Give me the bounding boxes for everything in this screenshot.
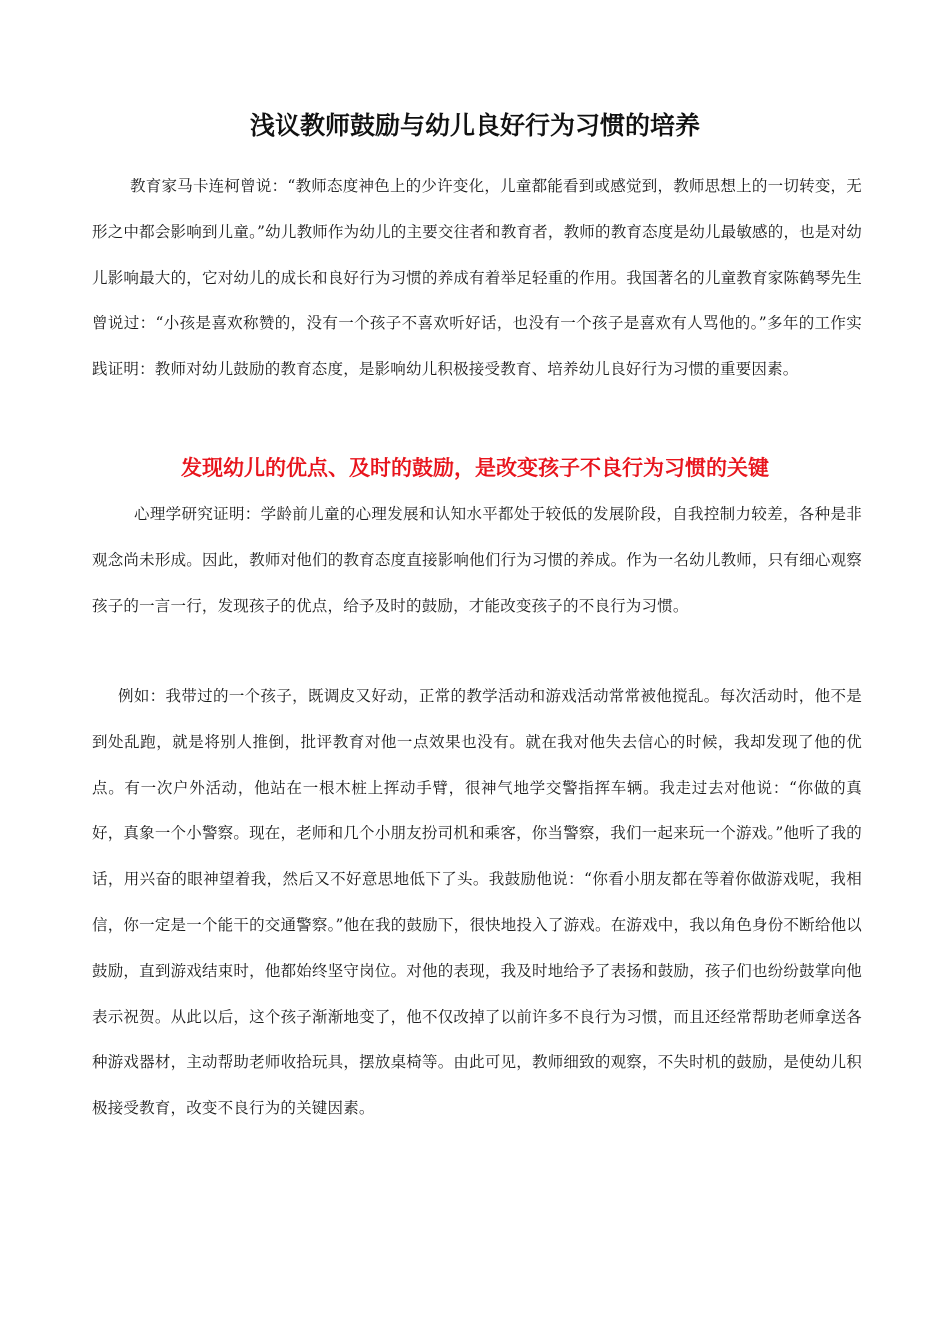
page-title: 浅议教师鼓励与幼儿良好行为习惯的培养	[249, 111, 700, 140]
section-paragraph-1: 心理学研究证明：学龄前儿童的心理发展和认知水平都处于较低的发展阶段，自我控制力较差，各种是非观念尚未形成。因此，教师对他们的教育态度直接影响他们行为习惯的养成。作为一名幼儿教师，只有细心观察孩子的一言一行，发现孩子的优点，给予及时的鼓励，才能改变孩子的不良行为习惯。	[92, 505, 862, 615]
section-heading: 发现幼儿的优点、及时的鼓励，是改变孩子不良行为习惯的关键	[181, 456, 769, 480]
intro-paragraph: 教育家马卡连柯曾说：“教师态度神色上的少许变化，儿童都能看到或感觉到，教师思想上的一切转变，无形之中都会影响到儿童。”幼儿教师作为幼儿的主要交往者和教育者，教师的教育态度是幼儿最敏感的，也是对幼儿影响最大的，它对幼儿的成长和良好行为习惯的养成有着举足轻重的作用。我国著名的儿童教育家陈鹤琴先生曾说过：“小孩是喜欢称赞的，没有一个孩子不喜欢听好话，也没有一个孩子是喜欢有人骂他的。”多年的工作实践证明：教师对幼儿鼓励的教育态度，是影响幼儿积极接受教育、培养幼儿良好行为习惯的重要因素。	[92, 177, 862, 379]
section-paragraph-2: 例如：我带过的一个孩子，既调皮又好动，正常的教学活动和游戏活动常常被他搅乱。每次活动时，他不是到处乱跑，就是将别人推倒，批评教育对他一点效果也没有。就在我对他失去信心的时候，我却发现了他的优点。有一次户外活动，他站在一根木桩上挥动手臂，很神气地学交警指挥车辆。我走过去对他说：“你做的真好，真象一个小警察。现在，老师和几个小朋友扮司机和乘客，你当警察，我们一起来玩一个游戏。”他听了我的话，用兴奋的眼神望着我，然后又不好意思地低下了头。我鼓励他说：“你看小朋友都在等着你做游戏呢，我相信，你一定是一个能干的交通警察。”他在我的鼓励下，很快地投入了游戏。在游戏中，我以角色身份不断给他以鼓励，直到游戏结束时，他都始终坚守岗位。对他的表现，我及时地给予了表扬和鼓励，孩子们也纷纷鼓掌向他表示祝贺。从此以后，这个孩子渐渐地变了，他不仅改掉了以前许多不良行为习惯，而且还经常帮助老师拿送各种游戏器材，主动帮助老师收拾玩具，摆放桌椅等。由此可见，教师细致的观察，不失时机的鼓励，是使幼儿积极接受教育，改变不良行为的关键因素。	[92, 687, 862, 1118]
